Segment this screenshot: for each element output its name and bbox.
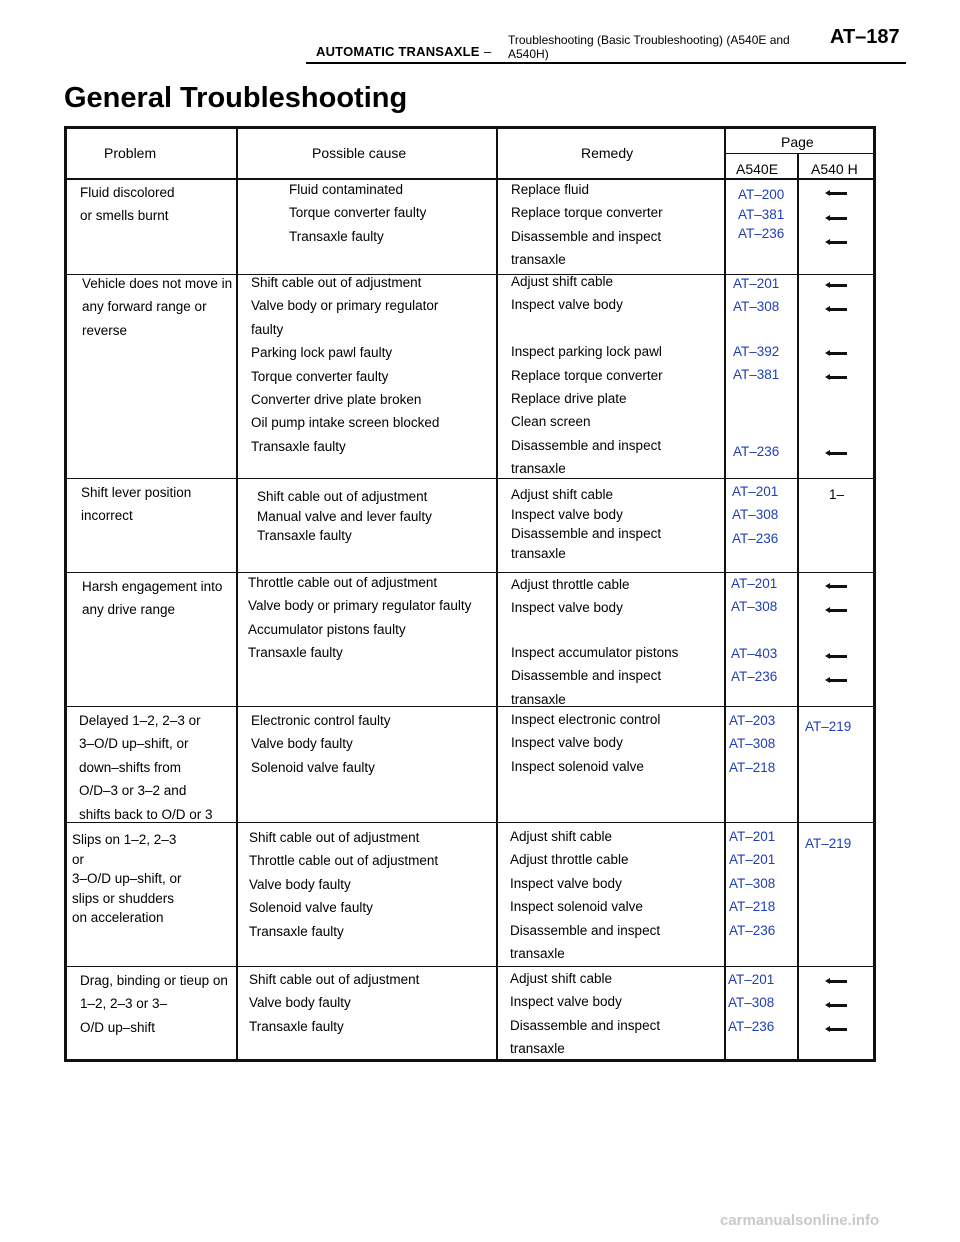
- remedy-line: Replace torque converter: [511, 367, 663, 383]
- cause-line: Fluid contaminated: [289, 182, 404, 197]
- problem-cell: [82, 575, 222, 622]
- problem-line: any drive range: [82, 602, 176, 618]
- remedy-line: Adjust shift cable: [510, 829, 613, 844]
- page-link[interactable]: AT–203: [729, 713, 776, 728]
- remedy-line: Inspect valve body: [510, 994, 622, 1010]
- problem-line: or smells burnt: [80, 208, 169, 224]
- problem-line: on acceleration: [72, 910, 164, 926]
- remedy-line: Replace torque converter: [511, 205, 663, 221]
- remedy-line: Inspect valve body: [511, 297, 623, 313]
- problem-line: Drag, binding or tieup on: [80, 973, 228, 988]
- remedy-cell: [511, 708, 660, 778]
- cause-line: Transaxle faulty: [257, 528, 352, 544]
- cause-line: Shift cable out of adjustment: [251, 275, 422, 290]
- problem-line: 3–O/D up–shift, or: [79, 736, 189, 752]
- cause-line: Valve body faulty: [251, 736, 353, 752]
- cause-line: Valve body or primary regulator faulty: [248, 598, 472, 614]
- page-number: AT–187: [830, 26, 900, 48]
- problem-line: reverse: [82, 322, 128, 338]
- header-a540e: A540E: [736, 161, 779, 177]
- page-link[interactable]: AT–200: [738, 187, 785, 202]
- problem-line: 1–2, 2–3 or 3–: [80, 996, 168, 1012]
- remedy-line: Inspect valve body: [511, 600, 623, 616]
- cause-line: Transaxle faulty: [251, 438, 346, 454]
- cause-line: faulty: [251, 321, 284, 337]
- page-link[interactable]: AT–201: [729, 829, 776, 844]
- left-arrow-icon: [829, 1004, 847, 1007]
- remedy-cell: [511, 178, 663, 272]
- left-arrow-icon: [829, 980, 847, 983]
- remedy-line: Disassemble and inspect: [511, 437, 662, 453]
- cause-line: Shift cable out of adjustment: [249, 830, 420, 845]
- problem-line: or: [72, 851, 85, 867]
- remedy-cell: [511, 641, 678, 711]
- remedy-cell: [511, 573, 630, 620]
- remedy-line: Disassemble and inspect: [510, 922, 661, 938]
- remedy-line: Replace fluid: [511, 182, 590, 197]
- remedy-line: transaxle: [511, 691, 566, 707]
- left-arrow-icon: [829, 585, 847, 588]
- cause-cell: [251, 271, 439, 458]
- cause-line: Converter drive plate broken: [251, 392, 422, 408]
- problem-line: slips or shudders: [72, 890, 175, 906]
- page-link[interactable]: AT–236: [731, 669, 778, 685]
- page-link[interactable]: AT–201: [729, 852, 776, 868]
- remedy-cell: [511, 270, 663, 481]
- remedy-line: Inspect electronic control: [511, 712, 661, 727]
- page-link[interactable]: AT–381: [733, 367, 780, 383]
- left-arrow-icon: [829, 1028, 847, 1031]
- problem-cell: [80, 181, 175, 228]
- left-arrow-icon: [829, 655, 847, 658]
- problem-cell: [82, 272, 232, 342]
- cause-line: Solenoid valve faulty: [249, 900, 373, 916]
- problem-line: any forward range or: [82, 299, 207, 315]
- divider-a540e-a540h: [797, 154, 799, 1062]
- remedy-line: transaxle: [510, 946, 565, 962]
- page-link[interactable]: AT–236: [728, 1018, 775, 1034]
- header-remedy: Remedy: [581, 145, 634, 161]
- page-link[interactable]: AT–403: [731, 646, 778, 661]
- remedy-line: Adjust throttle cable: [511, 577, 630, 592]
- left-arrow-icon: [829, 192, 847, 195]
- table-top-border: [64, 126, 876, 129]
- cause-line: Throttle cable out of adjustment: [248, 575, 438, 590]
- header-separator: –: [484, 44, 492, 59]
- page-link[interactable]: AT–236: [729, 922, 776, 938]
- page-link[interactable]: AT–308: [728, 995, 775, 1011]
- page-ref-a540e[interactable]: [729, 825, 775, 942]
- footer-watermark: carmanualsonline.info: [720, 1212, 880, 1229]
- table-right-border: [873, 126, 876, 1062]
- page-link[interactable]: AT–218: [729, 899, 776, 915]
- page-link[interactable]: AT–308: [733, 299, 780, 315]
- page-link[interactable]: AT–308: [732, 507, 779, 523]
- page-ref-a540h[interactable]: [805, 715, 851, 738]
- cause-line: Valve body faulty: [249, 876, 351, 892]
- remedy-line: Adjust throttle cable: [510, 852, 629, 868]
- row-separator: [64, 966, 876, 967]
- section-title: AUTOMATIC TRANSAXLE: [316, 44, 480, 59]
- cause-line: Solenoid valve faulty: [251, 759, 375, 775]
- page-link[interactable]: AT–381: [738, 206, 785, 222]
- problem-line: Fluid discolored: [80, 185, 175, 200]
- divider-problem-cause: [236, 126, 238, 1062]
- remedy-line: Inspect parking lock pawl: [511, 344, 662, 360]
- cause-cell: [257, 487, 432, 546]
- remedy-line: Inspect accumulator pistons: [511, 645, 679, 660]
- problem-cell: [80, 969, 228, 1039]
- cause-line: Torque converter faulty: [289, 205, 427, 221]
- remedy-line: Disassemble and inspect: [511, 526, 662, 542]
- page-link[interactable]: AT–201: [728, 972, 775, 987]
- cause-line: Accumulator pistons faulty: [248, 621, 406, 637]
- left-arrow-icon: [829, 241, 847, 244]
- problem-line: down–shifts from: [79, 759, 182, 775]
- remedy-line: transaxle: [511, 461, 566, 477]
- page-link[interactable]: AT–308: [729, 875, 776, 891]
- remedy-line: Replace drive plate: [511, 391, 627, 407]
- divider-cause-remedy: [496, 126, 498, 1062]
- problem-cell: [72, 830, 182, 928]
- remedy-line: Inspect solenoid valve: [511, 758, 644, 774]
- remedy-line: Disassemble and inspect: [511, 668, 662, 684]
- page-ref-a540e[interactable]: [731, 572, 777, 619]
- header-possible-cause: Possible cause: [312, 145, 407, 161]
- remedy-line: Clean screen: [511, 414, 591, 430]
- divider-remedy-page: [724, 126, 726, 1062]
- cause-line: Manual valve and lever faulty: [257, 508, 432, 524]
- page-ref-a540h[interactable]: [805, 832, 851, 855]
- remedy-line: Adjust shift cable: [511, 274, 614, 289]
- problem-line: shifts back to O/D or 3: [79, 806, 213, 822]
- left-arrow-icon: [829, 308, 847, 311]
- page-ref-text: 1–: [829, 487, 845, 502]
- table-left-border: [64, 126, 67, 1062]
- header-rule: [306, 62, 906, 64]
- header-subtitle: Troubleshooting (Basic Troubleshooting) (A540E and A540H): [508, 33, 790, 61]
- left-arrow-icon: [829, 217, 847, 220]
- page-link[interactable]: AT–236: [732, 530, 779, 546]
- remedy-line: Inspect valve body: [510, 875, 622, 891]
- problem-line: incorrect: [81, 508, 133, 524]
- problem-line: Slips on 1–2, 2–3: [72, 832, 177, 847]
- remedy-line: [511, 317, 663, 340]
- page-link[interactable]: AT–236: [733, 444, 780, 459]
- page-ref-a540e[interactable]: [732, 480, 778, 550]
- page-ref-a540e[interactable]: [733, 340, 779, 387]
- cause-line: Oil pump intake screen blocked: [251, 415, 440, 431]
- cause-line: Torque converter faulty: [251, 368, 389, 384]
- page-ref-a540e[interactable]: [729, 709, 775, 779]
- cause-cell: [249, 968, 419, 1038]
- remedy-line: transaxle: [511, 252, 566, 268]
- cause-line: Transaxle faulty: [289, 228, 384, 244]
- left-arrow-icon: [829, 376, 847, 379]
- remedy-line: Inspect solenoid valve: [510, 899, 643, 915]
- page-subheader-rule: [724, 153, 876, 154]
- page-ref-a540e[interactable]: [733, 272, 779, 319]
- row-separator: [64, 706, 876, 707]
- cause-line: Shift cable out of adjustment: [257, 489, 428, 504]
- remedy-line: Inspect valve body: [511, 506, 623, 522]
- problem-cell: [79, 709, 213, 826]
- page-link[interactable]: AT–219: [805, 836, 852, 851]
- cause-line: Electronic control faulty: [251, 713, 391, 728]
- cause-cell: [251, 709, 391, 779]
- problem-line: Vehicle does not move in: [82, 276, 233, 291]
- header-page: Page: [781, 134, 814, 150]
- table-bottom-border: [64, 1059, 876, 1062]
- page-link[interactable]: AT–236: [738, 226, 785, 242]
- page-link[interactable]: AT–219: [805, 719, 852, 734]
- cause-cell: [249, 826, 438, 943]
- header-a540h: A540 H: [811, 161, 858, 177]
- cause-line: Throttle cable out of adjustment: [249, 853, 439, 869]
- cause-cell: [248, 571, 471, 665]
- left-arrow-icon: [829, 284, 847, 287]
- page-link[interactable]: AT–201: [733, 276, 780, 291]
- page-link[interactable]: AT–308: [731, 599, 778, 615]
- page-link[interactable]: AT–201: [731, 576, 778, 591]
- cause-line: Valve body faulty: [249, 995, 351, 1011]
- remedy-line: transaxle: [511, 545, 566, 561]
- cause-cell: [289, 178, 426, 248]
- header-problem: Problem: [104, 145, 157, 161]
- left-arrow-icon: [829, 452, 847, 455]
- left-arrow-icon: [829, 352, 847, 355]
- remedy-line: Adjust shift cable: [511, 487, 614, 502]
- cause-line: Parking lock pawl faulty: [251, 345, 393, 361]
- cause-line: Transaxle faulty: [249, 1018, 344, 1034]
- page-link[interactable]: AT–392: [733, 344, 780, 359]
- remedy-line: transaxle: [510, 1041, 565, 1057]
- row-separator: [64, 478, 876, 479]
- remedy-line: Disassemble and inspect: [511, 228, 662, 244]
- left-arrow-icon: [829, 609, 847, 612]
- page-header: [0, 0, 960, 70]
- header-bottom-rule: [64, 178, 876, 180]
- page-link[interactable]: AT–308: [729, 736, 776, 752]
- problem-line: O/D up–shift: [80, 1019, 156, 1035]
- problem-cell: [81, 481, 191, 528]
- page-link[interactable]: AT–201: [732, 484, 779, 499]
- remedy-cell: [510, 825, 660, 965]
- left-arrow-icon: [829, 679, 847, 682]
- remedy-line: Adjust shift cable: [510, 971, 613, 986]
- problem-line: Shift lever position: [81, 485, 192, 500]
- remedy-cell: [511, 485, 661, 563]
- problem-line: 3–O/D up–shift, or: [72, 871, 182, 887]
- page-ref-a540e[interactable]: [731, 642, 777, 689]
- problem-line: Harsh engagement into: [82, 579, 223, 594]
- page-ref-a540h: [829, 483, 844, 506]
- page-ref-a540e[interactable]: [738, 185, 784, 244]
- problem-line: O/D–3 or 3–2 and: [79, 783, 187, 799]
- remedy-line: Inspect valve body: [511, 735, 623, 751]
- cause-line: Transaxle faulty: [249, 923, 344, 939]
- page-title: General Troubleshooting: [64, 82, 408, 114]
- problem-line: Delayed 1–2, 2–3 or: [79, 713, 201, 728]
- cause-line: Valve body or primary regulator: [251, 298, 439, 314]
- page-ref-a540e[interactable]: [728, 968, 774, 1038]
- troubleshooting-table: [64, 126, 876, 1062]
- remedy-cell: [510, 967, 660, 1061]
- cause-line: Shift cable out of adjustment: [249, 972, 420, 987]
- page-link[interactable]: AT–218: [729, 759, 776, 775]
- cause-line: Transaxle faulty: [248, 645, 343, 661]
- remedy-line: Disassemble and inspect: [510, 1017, 661, 1033]
- page-ref-a540e[interactable]: [733, 440, 779, 463]
